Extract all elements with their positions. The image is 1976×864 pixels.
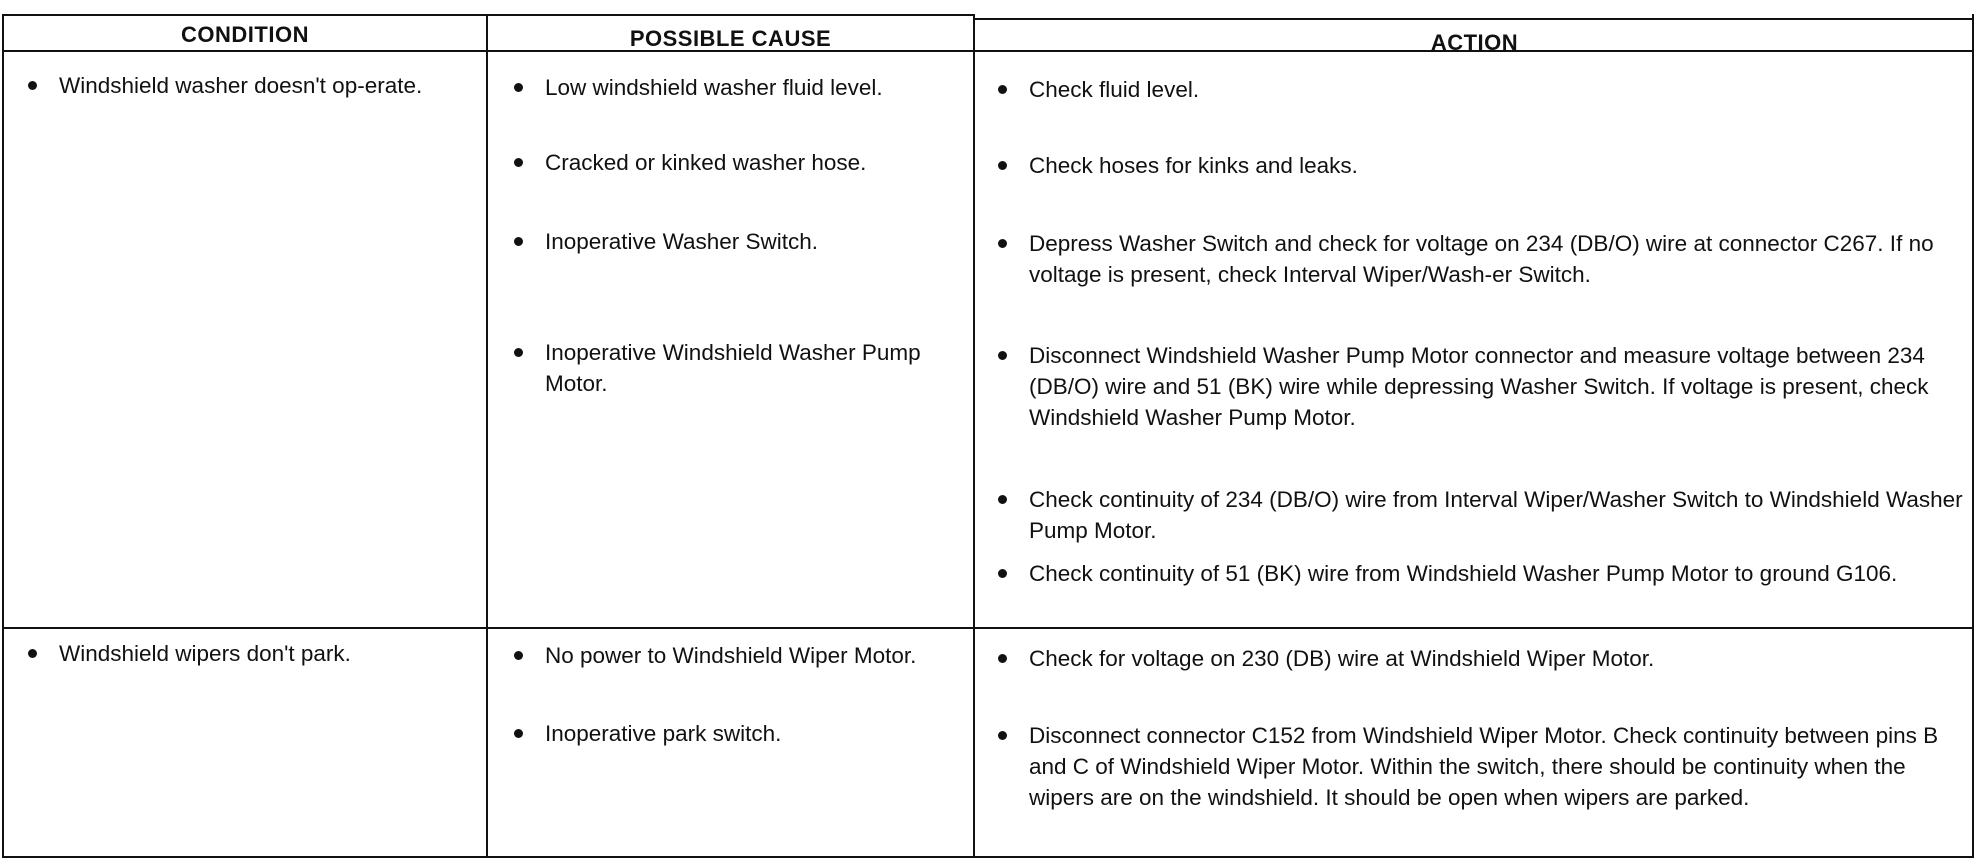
condition-text: Windshield wipers don't park. bbox=[59, 641, 351, 666]
bullet bbox=[514, 729, 523, 738]
bullet bbox=[998, 239, 1007, 248]
bullet bbox=[998, 731, 1007, 740]
bullet bbox=[28, 81, 37, 90]
cause-text: Inoperative Windshield Washer Pump Motor. bbox=[545, 340, 921, 396]
column-divider-2 bbox=[973, 14, 975, 858]
row-2-cause-1 bbox=[514, 640, 966, 671]
row-2-action-1 bbox=[998, 643, 1966, 674]
row-1-cause-3 bbox=[514, 226, 966, 257]
bullet bbox=[998, 161, 1007, 170]
row-1-action-4 bbox=[998, 340, 1966, 433]
bullet bbox=[514, 237, 523, 246]
header-condition: CONDITION bbox=[181, 22, 309, 47]
action-text: Disconnect connector C152 from Windshield Wiper Motor. Check continuity between pins B and C of Windshield Wiper Motor. Within the switch, there should be continuity when the wipers are on the windshield. It should be open when wipers are parked. bbox=[1029, 723, 1939, 810]
column-divider-1 bbox=[486, 14, 488, 858]
row-1-action-2 bbox=[998, 150, 1966, 181]
row-divider bbox=[2, 627, 1974, 629]
bullet bbox=[514, 158, 523, 167]
action-text: Check continuity of 234 (DB/O) wire from Interval Wiper/Washer Switch to Windshield Washer Pump Motor. bbox=[1029, 487, 1963, 543]
row-1-condition bbox=[28, 70, 478, 101]
cause-text: Low windshield washer fluid level. bbox=[545, 75, 883, 100]
bullet bbox=[998, 495, 1007, 504]
header-possible-cause: POSSIBLE CAUSE bbox=[629, 26, 832, 51]
row-2-condition bbox=[28, 638, 478, 669]
bullet bbox=[514, 348, 523, 357]
header-top-border-right bbox=[973, 18, 1974, 20]
row-2-action-2 bbox=[998, 720, 1966, 813]
action-text: Check fluid level. bbox=[1029, 77, 1200, 102]
header-action: ACTION bbox=[1430, 30, 1519, 55]
bullet bbox=[998, 85, 1007, 94]
cause-text: Inoperative park switch. bbox=[545, 721, 782, 746]
bullet bbox=[998, 654, 1007, 663]
action-text: Check continuity of 51 (BK) wire from Windshield Washer Pump Motor to ground G106. bbox=[1029, 561, 1898, 586]
row-1-cause-4 bbox=[514, 337, 966, 399]
cause-text: No power to Windshield Wiper Motor. bbox=[545, 643, 917, 668]
cause-text: Cracked or kinked washer hose. bbox=[545, 150, 867, 175]
condition-text: Windshield washer doesn't op-erate. bbox=[59, 73, 423, 98]
action-text: Check hoses for kinks and leaks. bbox=[1029, 153, 1358, 178]
bullet bbox=[28, 649, 37, 658]
bullet bbox=[514, 651, 523, 660]
header-top-border-left bbox=[2, 14, 975, 16]
row-1-action-1 bbox=[998, 74, 1966, 105]
bullet bbox=[514, 83, 523, 92]
cause-text: Inoperative Washer Switch. bbox=[545, 229, 819, 254]
row-1-cause-2 bbox=[514, 147, 966, 178]
row-2-cause-2 bbox=[514, 718, 966, 749]
bullet bbox=[998, 569, 1007, 578]
action-text: Depress Washer Switch and check for voltage on 234 (DB/O) wire at connector C267. If no voltage is present, check Interval Wiper/Wash-er Switch. bbox=[1029, 231, 1934, 287]
row-1-action-6 bbox=[998, 558, 1966, 589]
row-1-cause-1 bbox=[514, 72, 966, 103]
action-text: Disconnect Windshield Washer Pump Motor connector and measure voltage between 234 (DB/O) wire and 51 (BK) wire while depressing Washer Switch. If voltage is present, check Windshield Washer Pump Motor. bbox=[1029, 343, 1929, 430]
row-1-action-3 bbox=[998, 228, 1966, 290]
action-text: Check for voltage on 230 (DB) wire at Windshield Wiper Motor. bbox=[1029, 646, 1655, 671]
row-1-action-5 bbox=[998, 484, 1966, 546]
bullet bbox=[998, 351, 1007, 360]
